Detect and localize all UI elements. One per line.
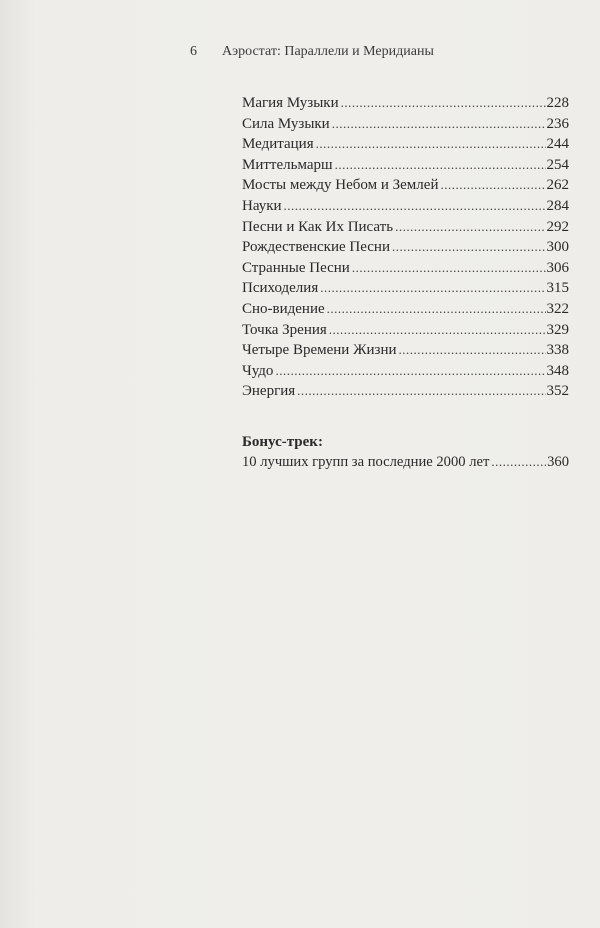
toc-entry-title: Мосты между Небом и Землей	[242, 177, 439, 194]
toc-entry	[242, 217, 569, 238]
toc-entry	[242, 155, 569, 176]
toc-entry-title: Песни и Как Их Писать	[242, 218, 394, 235]
toc-entry-page: 244	[546, 136, 569, 153]
dot-leader	[329, 320, 546, 341]
toc-entry	[242, 93, 569, 114]
toc-entry-page: 236	[546, 115, 569, 132]
dot-leader	[327, 299, 546, 320]
toc-entry-title: Точка Зрения	[242, 321, 327, 338]
book-title: Аэростат: Параллели и Меридианы	[222, 44, 434, 59]
toc-entry	[242, 278, 569, 299]
bonus-section	[242, 432, 569, 473]
dot-leader	[335, 155, 546, 176]
toc-entry-page: 292	[546, 218, 569, 235]
bonus-heading: Бонус-трек:	[242, 434, 323, 450]
dot-leader	[399, 340, 546, 361]
toc-entry	[242, 258, 569, 279]
dot-leader	[392, 237, 546, 258]
toc-entry-page: 352	[546, 383, 569, 400]
toc-entry-page: 338	[546, 342, 569, 359]
toc-entry	[242, 237, 569, 258]
dot-leader	[297, 381, 545, 402]
dot-leader	[491, 452, 546, 473]
toc-entry-title: Чудо	[242, 362, 274, 379]
toc-entry-page: 284	[546, 197, 569, 214]
toc-entry-page: 322	[546, 300, 569, 317]
toc-entry-page: 329	[546, 321, 569, 338]
dot-leader	[275, 361, 545, 382]
dot-leader	[395, 217, 545, 238]
dot-leader	[440, 175, 545, 196]
toc-entry	[242, 320, 569, 341]
toc-entry	[242, 299, 569, 320]
toc-entry-title: Рождественские Песни	[242, 239, 390, 256]
toc-entry-title: Четыре Времени Жизни	[242, 342, 397, 359]
dot-leader	[332, 114, 546, 135]
toc-entry-title: 10 лучших групп за последние 2000 лет	[242, 454, 490, 470]
page-number: 6	[190, 44, 197, 59]
toc-entry	[242, 196, 569, 217]
dot-leader	[341, 93, 546, 114]
running-head	[190, 44, 434, 60]
toc-entry-title: Науки	[242, 197, 282, 214]
toc-entry	[242, 381, 569, 402]
toc-entry	[242, 175, 569, 196]
toc-entry	[242, 361, 569, 382]
toc-entry-title: Психоделия	[242, 280, 319, 297]
toc-entry-page: 306	[546, 259, 569, 276]
toc-entry-title: Магия Музыки	[242, 95, 339, 111]
toc-entry-page: 348	[546, 362, 569, 379]
toc-entry-title: Сила Музыки	[242, 115, 330, 132]
toc-entry-title: Миттельмарш	[242, 156, 333, 173]
dot-leader	[284, 196, 546, 217]
toc-entry-page: 262	[546, 177, 569, 194]
toc-entry-title: Сно-видение	[242, 300, 325, 317]
toc-entry-title: Энергия	[242, 383, 296, 400]
toc-entry-title: Странные Песни	[242, 259, 350, 276]
toc-entry-page: 315	[546, 280, 569, 297]
toc-entry-page: 228	[546, 95, 569, 111]
toc-entry-page: 254	[546, 156, 569, 173]
toc-entry	[242, 340, 569, 361]
bonus-entry	[242, 452, 569, 473]
dot-leader	[316, 134, 546, 155]
dot-leader	[320, 278, 545, 299]
dot-leader	[352, 258, 546, 279]
toc-entry	[242, 134, 569, 155]
toc-entry-page: 300	[546, 239, 569, 256]
toc-entry-title: Медитация	[242, 136, 314, 153]
table-of-contents	[242, 93, 569, 402]
toc-entry	[242, 114, 569, 135]
toc-entry-page: 360	[547, 454, 569, 470]
